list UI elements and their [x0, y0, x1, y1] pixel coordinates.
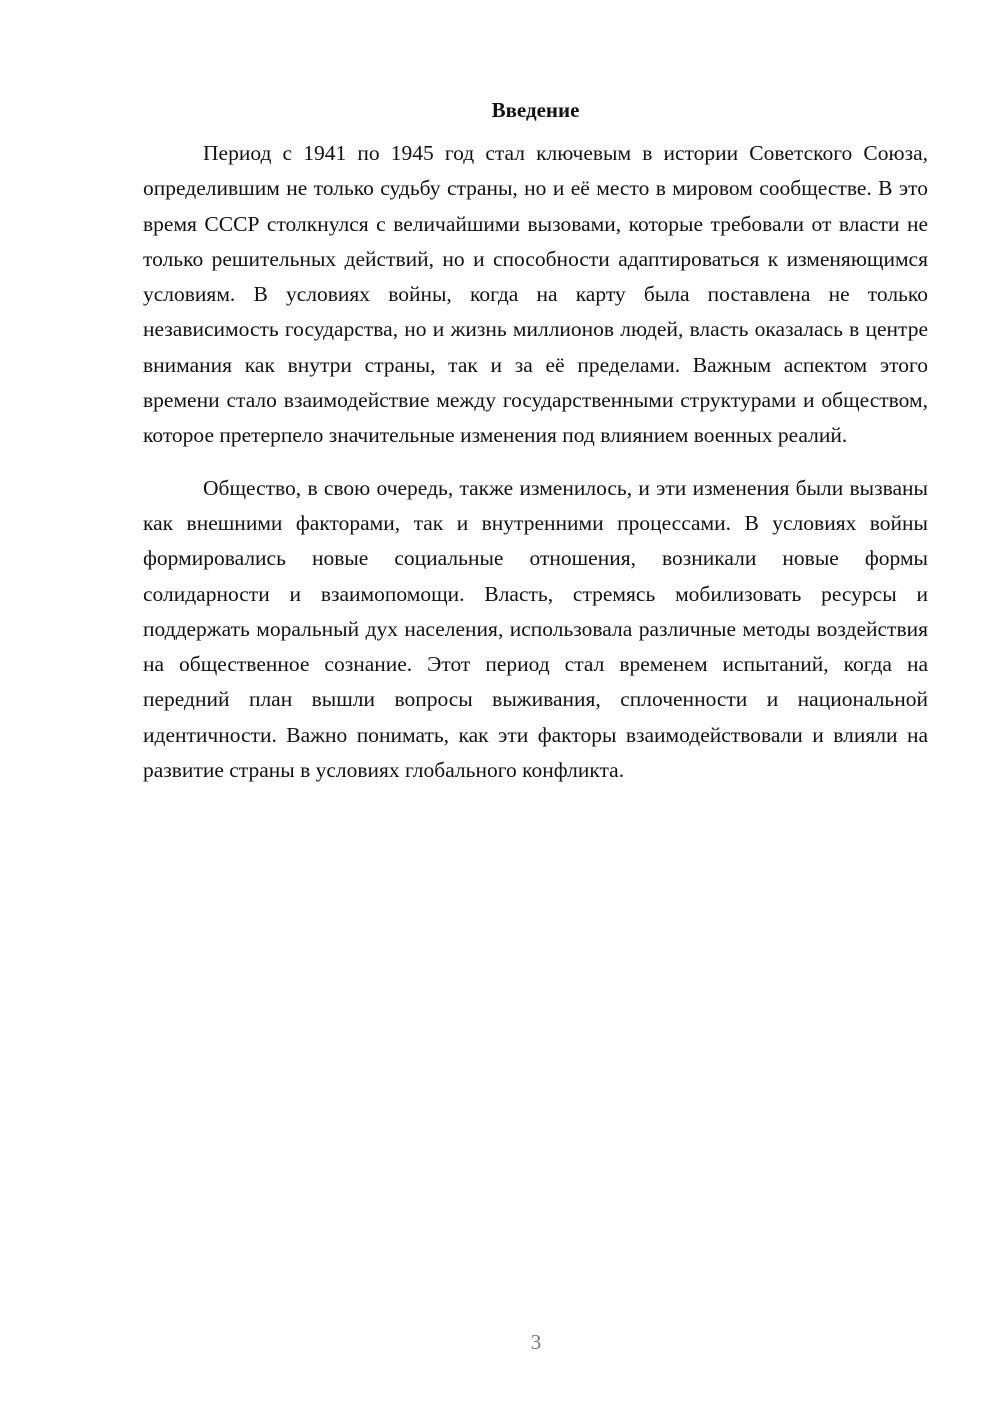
paragraph-1: Период с 1941 по 1945 год стал ключевым в истории Советского Союза, определившим не только судьбу страны, но и её место в мировом сообществе. В это время СССР столкнулся с величайшими вызовами, которые требовали от власти не только решительных действий, но и способности адаптироваться к изменяющимся условиям. В условиях войны, когда на карту была поставлена не только независимость государства, но и жизнь миллионов людей, власть оказалась в центре внимания как внутри страны, так и за её пределами. Важным аспектом этого времени стало взаимодействие между государственными структурами и обществом, которое претерпело значительные изменения под влиянием военных реалий. [143, 141, 928, 448]
page-content [143, 93, 928, 788]
paragraph-2: Общество, в свою очередь, также изменилось, и эти изменения были вызваны как внешними факторами, так и внутренними процессами. В условиях войны формировались новые социальные отношения, возникали новые формы солидарности и взаимопомощи. Власть, стремясь мобилизовать ресурсы и поддержать моральный дух населения, использовала различные методы воздействия на общественное сознание. Этот период стал временем испытаний, когда на передний план вышли вопросы выживания, сплоченности и национальной идентичности. Важно понимать, как эти факторы взаимодействовали и влияли на развитие страны в условиях глобального конфликта. [143, 475, 928, 783]
section-title: Введение [491, 98, 580, 122]
page-number: 3 [530, 1330, 542, 1354]
